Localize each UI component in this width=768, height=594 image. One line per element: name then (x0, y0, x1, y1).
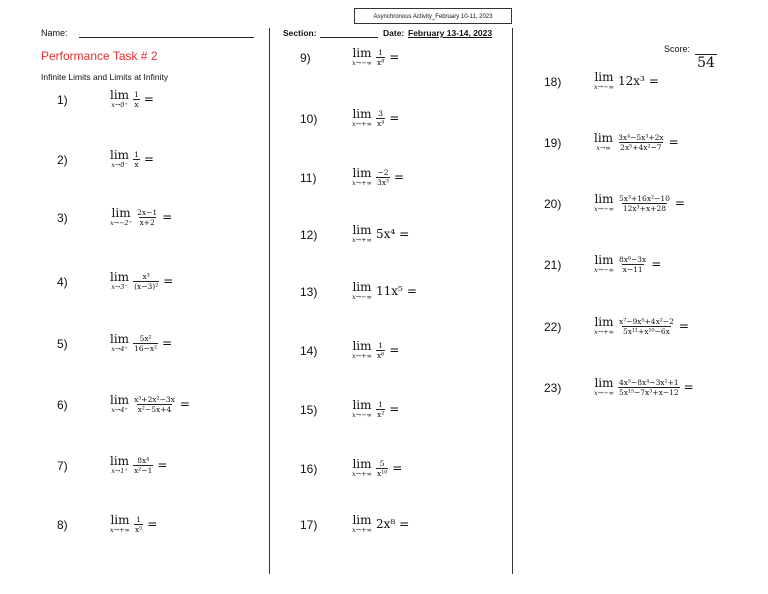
limit-expression (110, 89, 154, 109)
limit-expression (110, 514, 157, 534)
lim-word: lim (352, 513, 372, 527)
fraction (134, 515, 143, 534)
task-subtitle: Infinite Limits and Limits at Infinity (41, 72, 169, 82)
fraction (618, 317, 675, 336)
fraction (376, 341, 385, 360)
fraction (618, 255, 647, 274)
equals-sign: = (389, 50, 400, 64)
limit-operator (110, 394, 129, 414)
section-label: Section: (283, 28, 317, 38)
fraction (133, 272, 159, 291)
numerator: −2 (377, 167, 389, 177)
equals-sign: = (179, 397, 190, 411)
equals-sign: = (668, 135, 679, 149)
fraction (133, 90, 140, 109)
numerator: 1 (378, 399, 383, 409)
score-fraction (694, 45, 718, 71)
problem-number: 9) (300, 51, 311, 65)
limit-approach: x→+∞ (352, 470, 372, 478)
equals-sign: = (162, 336, 173, 350)
problem-number: 18) (544, 75, 562, 89)
numerator: x³ (142, 271, 150, 281)
limit-operator (594, 316, 614, 336)
equals-sign: = (399, 517, 410, 531)
limit-approach: x→−∞ (594, 389, 614, 397)
denominator: (x−3)² (134, 281, 159, 291)
limit-operator (352, 514, 372, 534)
fraction (617, 133, 665, 152)
equals-sign: = (394, 170, 405, 184)
limit-approach: x→0⁺ (111, 101, 128, 109)
date-value: February 13-14, 2023 (408, 28, 493, 38)
limit-approach: x→+∞ (594, 328, 614, 336)
equals-sign: = (389, 111, 400, 125)
numerator: 1 (134, 89, 139, 99)
limit-expression (110, 455, 167, 475)
limit-expression (352, 47, 399, 67)
expression: 5x⁴ (375, 227, 396, 241)
limit-expression (352, 224, 409, 244)
lim-word: lim (110, 88, 130, 102)
activity-title: Asynchronous Activity_February 10-11, 2023 (373, 14, 493, 20)
numerator: 3 (378, 108, 383, 118)
lim-word: lim (110, 148, 130, 162)
equals-sign: = (651, 257, 662, 271)
numerator: 8x⁶−3x (618, 254, 647, 264)
limit-expression (110, 207, 172, 227)
limit-operator (110, 149, 129, 169)
problem-number: 8) (57, 518, 68, 532)
denominator: 5x¹⁵−7x³+x−12 (618, 387, 679, 397)
numerator: 8x⁴ (137, 455, 150, 465)
limit-operator (594, 71, 614, 91)
problem-number: 22) (544, 320, 562, 334)
limit-operator (352, 108, 372, 128)
date-label: Date: (383, 28, 405, 38)
limit-operator (110, 271, 129, 291)
fraction (376, 400, 385, 419)
equals-sign: = (143, 92, 154, 106)
problem-number: 1) (57, 93, 68, 107)
lim-word: lim (352, 223, 372, 237)
denominator: 16−x² (134, 343, 158, 353)
fraction (618, 378, 680, 397)
denominator: 12x³+x+28 (622, 203, 666, 213)
equals-sign: = (683, 380, 694, 394)
limit-approach: x→3⁻ (111, 283, 128, 291)
equals-sign: = (389, 402, 400, 416)
lim-word: lim (352, 457, 372, 471)
denominator: x²−1 (134, 465, 153, 475)
limit-operator (110, 333, 129, 353)
limit-expression (594, 377, 694, 397)
equals-sign: = (389, 343, 400, 357)
lim-word: lim (594, 253, 614, 267)
lim-word: lim (352, 107, 372, 121)
equals-sign: = (147, 517, 158, 531)
lim-word: lim (110, 393, 130, 407)
expression: 11x⁵ (375, 284, 403, 298)
activity-header-box (354, 8, 512, 24)
lim-word: lim (110, 513, 130, 527)
limit-expression (594, 316, 689, 336)
limit-expression (110, 271, 173, 291)
limit-approach: x→0⁻ (111, 161, 128, 169)
limit-operator (352, 167, 372, 187)
denominator: x+2 (139, 217, 155, 227)
equals-sign: = (674, 196, 685, 210)
lim-word: lim (594, 131, 614, 145)
fraction (136, 208, 158, 227)
limit-approach: x→−∞ (594, 83, 614, 91)
limit-operator (594, 132, 613, 152)
denominator: x⁵ (134, 524, 143, 534)
lim-word: lim (352, 339, 372, 353)
limit-expression (110, 149, 154, 169)
problem-number: 20) (544, 197, 562, 211)
problem-number: 16) (300, 462, 318, 476)
denominator: x⁶ (376, 350, 385, 360)
limit-expression (352, 167, 404, 187)
fraction (133, 150, 140, 169)
limit-approach: x→∞ (596, 144, 611, 152)
limit-expression (594, 71, 659, 91)
equals-sign: = (163, 274, 174, 288)
denominator: x¹⁰ (376, 468, 388, 478)
denominator: 5x¹¹+x¹⁰−6x (623, 326, 670, 336)
equals-sign: = (392, 461, 403, 475)
limit-operator (110, 207, 132, 227)
limit-approach: x→−∞ (352, 59, 372, 67)
limit-approach: x→4⁺ (111, 345, 128, 353)
denominator: x (134, 159, 139, 169)
denominator: x²−5x+4 (137, 404, 172, 414)
expression: 12x³ (617, 74, 645, 88)
problem-number: 6) (57, 398, 68, 412)
problem-number: 12) (300, 228, 318, 242)
name-blank-line (79, 37, 254, 38)
limit-expression (110, 333, 172, 353)
limit-approach: x→1⁺ (111, 467, 128, 475)
problem-number: 17) (300, 518, 318, 532)
equals-sign: = (648, 74, 659, 88)
lim-word: lim (594, 192, 614, 206)
limit-expression (352, 340, 399, 360)
problem-number: 5) (57, 337, 68, 351)
fraction (376, 168, 390, 187)
limit-approach: x→+∞ (352, 120, 372, 128)
problem-number: 13) (300, 285, 318, 299)
denominator: x⁸ (376, 57, 385, 67)
lim-word: lim (111, 206, 131, 220)
numerator: x³+2x²−3x (134, 394, 175, 404)
problem-number: 23) (544, 381, 562, 395)
limit-approach: x→+∞ (352, 352, 372, 360)
limit-expression (352, 458, 402, 478)
numerator: 1 (134, 149, 139, 159)
limit-expression (594, 193, 685, 213)
limit-approach: x→−∞ (594, 266, 614, 274)
lim-word: lim (110, 332, 130, 346)
limit-expression (352, 108, 399, 128)
denominator: 2x⁵+4x²−7 (620, 142, 662, 152)
equals-sign: = (678, 319, 689, 333)
problem-number: 21) (544, 258, 562, 272)
equals-sign: = (157, 458, 168, 472)
limit-approach: x→−∞ (352, 411, 372, 419)
equals-sign: = (143, 152, 154, 166)
fraction (376, 48, 385, 67)
limit-expression (352, 399, 399, 419)
numerator: 4x⁵−8x⁴−3x²+1 (618, 377, 679, 387)
numerator: 5 (379, 458, 385, 468)
fraction (133, 334, 158, 353)
limit-operator (594, 377, 614, 397)
limit-approach: x→+∞ (352, 236, 372, 244)
fraction (618, 194, 671, 213)
numerator: x⁷−9x⁵+4x²−2 (618, 316, 674, 326)
limit-operator (352, 340, 372, 360)
limit-approach: x→−∞ (594, 205, 614, 213)
score-label: Score: (664, 44, 691, 54)
limit-operator (352, 224, 372, 244)
limit-approach: x→−2⁺ (110, 219, 133, 227)
problem-number: 4) (57, 275, 68, 289)
lim-word: lim (594, 376, 614, 390)
column-divider-right (512, 28, 513, 574)
numerator: 1 (378, 47, 383, 57)
problem-number: 15) (300, 403, 318, 417)
lim-word: lim (352, 398, 372, 412)
numerator: 2x−1 (137, 207, 158, 217)
problem-number: 11) (300, 171, 317, 185)
equals-sign: = (162, 210, 173, 224)
problem-number: 10) (300, 112, 318, 126)
numerator: 1 (136, 514, 141, 524)
limit-operator (110, 89, 129, 109)
equals-sign: = (399, 227, 410, 241)
limit-operator (594, 254, 614, 274)
numerator: 5x³+16x²−10 (618, 193, 670, 203)
fraction (133, 456, 153, 475)
problem-number: 3) (57, 211, 68, 225)
limit-approach: x→4⁺ (111, 406, 128, 414)
limit-operator (352, 47, 372, 67)
expression: 2x⁸ (375, 517, 396, 531)
limit-operator (594, 193, 614, 213)
fraction (133, 395, 176, 414)
problem-number: 19) (544, 136, 562, 150)
denominator: x (134, 99, 139, 109)
limit-approach: x→+∞ (352, 179, 372, 187)
limit-approach: x→+∞ (110, 526, 130, 534)
limit-expression (352, 514, 409, 534)
equals-sign: = (406, 284, 417, 298)
denominator: x² (376, 409, 385, 419)
limit-expression (352, 281, 417, 301)
denominator: 3x³ (376, 177, 389, 187)
lim-word: lim (110, 270, 130, 284)
denominator: x−11 (622, 264, 643, 274)
problem-number: 14) (300, 344, 318, 358)
problem-number: 7) (57, 459, 68, 473)
limit-expression (594, 254, 661, 274)
fraction (376, 459, 388, 478)
limit-approach: x→−∞ (352, 293, 372, 301)
limit-operator (110, 455, 129, 475)
score-total: 54 (697, 55, 715, 71)
lim-word: lim (352, 166, 372, 180)
limit-operator (110, 514, 130, 534)
numerator: 5x² (139, 333, 152, 343)
numerator: 3x⁴−5x³+2x (618, 132, 664, 142)
limit-operator (352, 399, 372, 419)
lim-word: lim (110, 454, 130, 468)
score-blank (694, 45, 718, 54)
lim-word: lim (352, 46, 372, 60)
limit-expression (110, 394, 190, 414)
limit-operator (352, 281, 372, 301)
denominator: x⁴ (376, 118, 385, 128)
section-blank-line (320, 37, 378, 38)
name-label: Name: (41, 28, 68, 38)
lim-word: lim (594, 70, 614, 84)
problem-number: 2) (57, 153, 68, 167)
limit-operator (352, 458, 372, 478)
lim-word: lim (594, 315, 614, 329)
limit-expression (594, 132, 679, 152)
limit-approach: x→+∞ (352, 526, 372, 534)
column-divider-left (269, 28, 270, 574)
lim-word: lim (352, 280, 372, 294)
numerator: 1 (378, 340, 383, 350)
fraction (376, 109, 385, 128)
task-title: Performance Task # 2 (41, 49, 158, 63)
